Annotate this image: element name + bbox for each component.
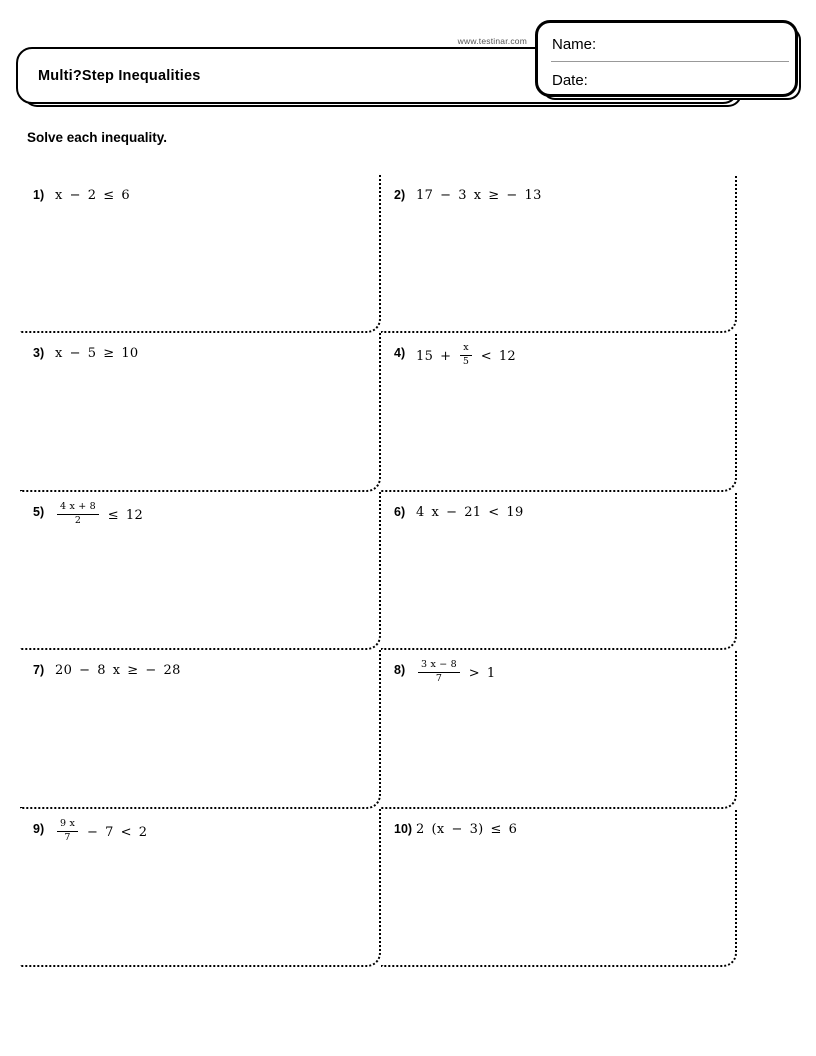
problem-number: 2) xyxy=(394,188,406,202)
problem-equation: $\frac{9 x}{7}$ − 7 < 2 xyxy=(55,825,147,840)
problems-grid xyxy=(20,175,737,967)
fraction-numerator: 9 x xyxy=(57,819,78,832)
problem-cell-6 xyxy=(381,492,737,650)
problem-cell-9 xyxy=(20,809,381,967)
problem-number: 9) xyxy=(33,821,45,836)
problem-cell-1 xyxy=(20,175,381,333)
problem-equation: 20 − 8 x ≥ − 28 xyxy=(55,663,181,679)
problem-number: 1) xyxy=(33,188,45,202)
date-label: Date: xyxy=(552,72,588,89)
problem-equation: 2 (x − 3) ≤ 6 xyxy=(416,821,518,837)
fraction-numerator: 3 x − 8 xyxy=(418,660,460,673)
fraction xyxy=(460,343,472,368)
fraction-numerator: 4 x + 8 xyxy=(57,502,99,515)
problem-cell-2 xyxy=(381,175,737,333)
fraction-denominator: 7 xyxy=(435,673,443,685)
website-watermark: www.testinar.com xyxy=(457,36,527,46)
problem-cell-7 xyxy=(20,650,381,808)
instructions: Solve each inequality. xyxy=(27,130,168,145)
problem-cell-3 xyxy=(20,333,381,491)
name-date-box xyxy=(535,20,798,97)
problem-number: 3) xyxy=(33,346,45,361)
problem-equation: 15 + $\frac{x}{5}$ < 12 xyxy=(416,342,516,368)
fraction-numerator: x xyxy=(460,343,472,356)
problem-equation: 17 − 3 x ≥ − 13 xyxy=(416,188,542,203)
name-label: Name: xyxy=(552,36,597,53)
problem-equation: 4 x − 21 < 19 xyxy=(416,504,524,520)
problem-number: 5) xyxy=(33,504,45,519)
problem-equation: x − 5 ≥ 10 xyxy=(55,346,139,362)
problem-number: 10) xyxy=(394,821,413,836)
problem-equation: x − 2 ≤ 6 xyxy=(55,188,130,203)
problem-cell-8 xyxy=(381,650,737,808)
worksheet-title: Multi?Step Inequalities xyxy=(38,67,201,84)
fraction-denominator: 7 xyxy=(64,831,71,843)
fraction-denominator: 2 xyxy=(74,514,82,526)
problem-number: 6) xyxy=(394,504,406,519)
problem-number: 8) xyxy=(394,663,406,678)
name-input-area[interactable] xyxy=(596,37,746,53)
problem-equation: $\frac{3 x - 8}{7}$ > 1 xyxy=(416,666,496,681)
name-date-divider xyxy=(551,61,789,62)
fraction-denominator: 5 xyxy=(462,356,470,368)
problem-cell-4 xyxy=(381,333,737,491)
problem-equation: $\frac{4 x + 8}{2}$ ≤ 12 xyxy=(55,508,143,523)
problem-number: 7) xyxy=(33,663,45,678)
fraction xyxy=(57,502,99,527)
fraction xyxy=(57,819,78,844)
fraction xyxy=(418,660,460,685)
problem-number: 4) xyxy=(394,346,406,361)
problem-cell-10 xyxy=(381,809,737,967)
problem-cell-5 xyxy=(20,492,381,650)
date-input-area[interactable] xyxy=(588,73,738,89)
